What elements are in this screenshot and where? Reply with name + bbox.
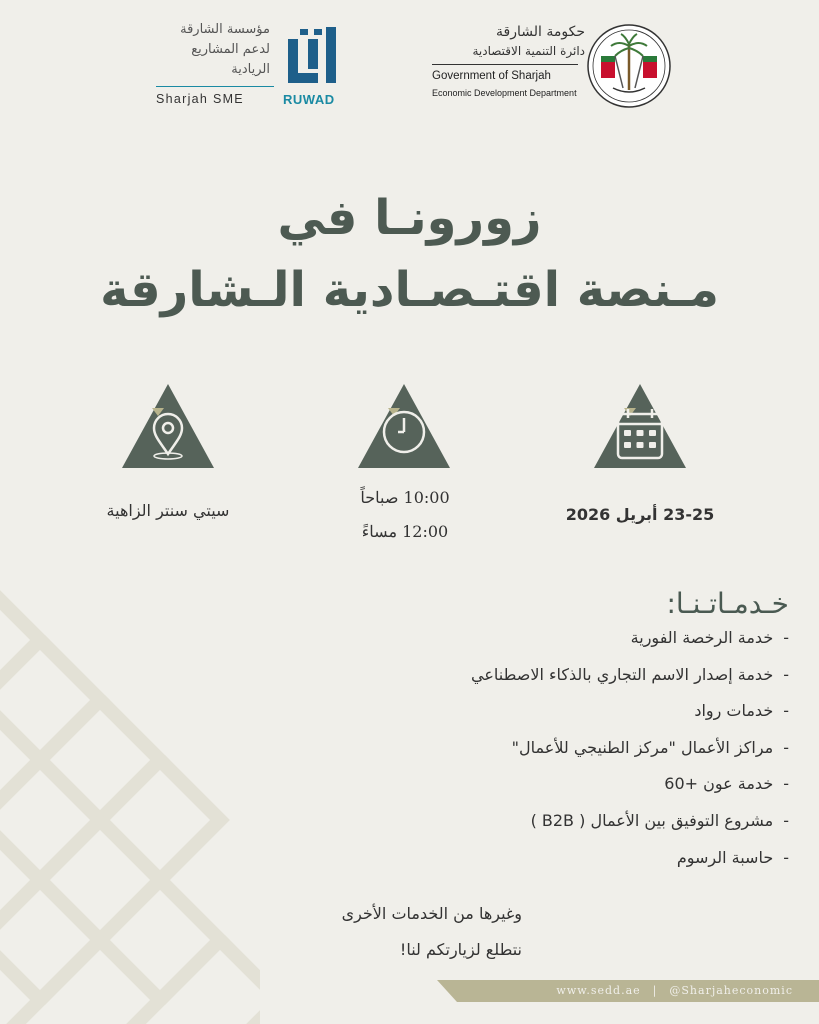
service-item: مراكز الأعمال "مركز الطنيجي للأعمال" <box>511 737 774 757</box>
event-time-start: 10:00 صباحاً <box>360 488 450 507</box>
list-bullet: - <box>783 774 789 794</box>
services-heading: خـدمـاتـنـا: <box>666 587 789 620</box>
list-bullet: - <box>783 628 789 647</box>
clock-icon <box>358 384 450 468</box>
event-time-end: 12:00 مساءً <box>361 522 449 541</box>
ruwad-wordmark: RUWAD <box>283 92 335 107</box>
list-item <box>471 665 789 702</box>
services-list <box>471 628 789 884</box>
closing-line1: وغيرها من الخدمات الأخرى <box>341 904 522 923</box>
sedd-arabic-line2: دائرة التنمية الاقتصادية <box>472 44 585 58</box>
list-item <box>471 628 789 665</box>
page-title-line1: زورونـا في <box>277 190 542 246</box>
ruwad-english-name: Sharjah SME <box>156 92 244 106</box>
event-date: 23-25 أبريل 2026 <box>565 505 715 524</box>
list-bullet: - <box>783 810 789 830</box>
list-item <box>471 774 789 811</box>
list-item <box>471 811 789 848</box>
page-title-line2: مـنصة اقتـصـادية الـشارقة <box>100 262 719 318</box>
website-link[interactable]: www.sedd.ae <box>556 984 641 997</box>
social-handle-link[interactable]: @Sharjaheconomic <box>669 984 793 997</box>
sharjah-emblem-icon <box>585 22 673 110</box>
service-item: مشروع التوفيق بين الأعمال ( B2B ) <box>530 810 774 830</box>
list-bullet: - <box>783 701 789 721</box>
footer-contact <box>550 984 799 997</box>
location-pin-icon <box>122 384 214 468</box>
ruwad-divider <box>156 86 274 87</box>
footer-separator: | <box>652 984 658 997</box>
list-bullet: - <box>783 664 789 684</box>
sedd-divider <box>432 64 578 65</box>
list-bullet: - <box>783 847 789 867</box>
list-item <box>471 848 789 885</box>
list-item <box>471 701 789 738</box>
list-bullet: - <box>783 737 789 757</box>
ruwad-kufic-mark-icon <box>286 25 346 85</box>
ruwad-arabic-line1: مؤسسة الشارقة <box>180 22 270 37</box>
ruwad-arabic-line2: لدعم المشاريع <box>191 42 270 57</box>
service-item: خدمة عون +60 <box>664 774 774 794</box>
decorative-pattern <box>0 540 260 1024</box>
ruwad-arabic-line3: الريادية <box>231 62 270 77</box>
calendar-icon <box>594 384 686 468</box>
service-item: خدمات رواد <box>694 701 774 721</box>
closing-line2: نتطلع لزيارتكم لنا! <box>399 940 522 959</box>
service-item: خدمة الرخصة الفورية <box>630 628 774 647</box>
service-item: حاسبة الرسوم <box>676 847 774 867</box>
sedd-logo <box>430 22 680 112</box>
list-item <box>471 738 789 775</box>
sedd-arabic-line1: حكومة الشارقة <box>496 24 585 40</box>
event-location: سيتي سنتر الزاهية <box>106 501 230 520</box>
sedd-english-line2: Economic Development Department <box>432 88 577 98</box>
service-item: خدمة إصدار الاسم التجاري بالذكاء الاصطناعي <box>471 664 774 684</box>
sedd-english-line1: Government of Sharjah <box>432 70 551 82</box>
ruwad-logo <box>150 20 350 110</box>
